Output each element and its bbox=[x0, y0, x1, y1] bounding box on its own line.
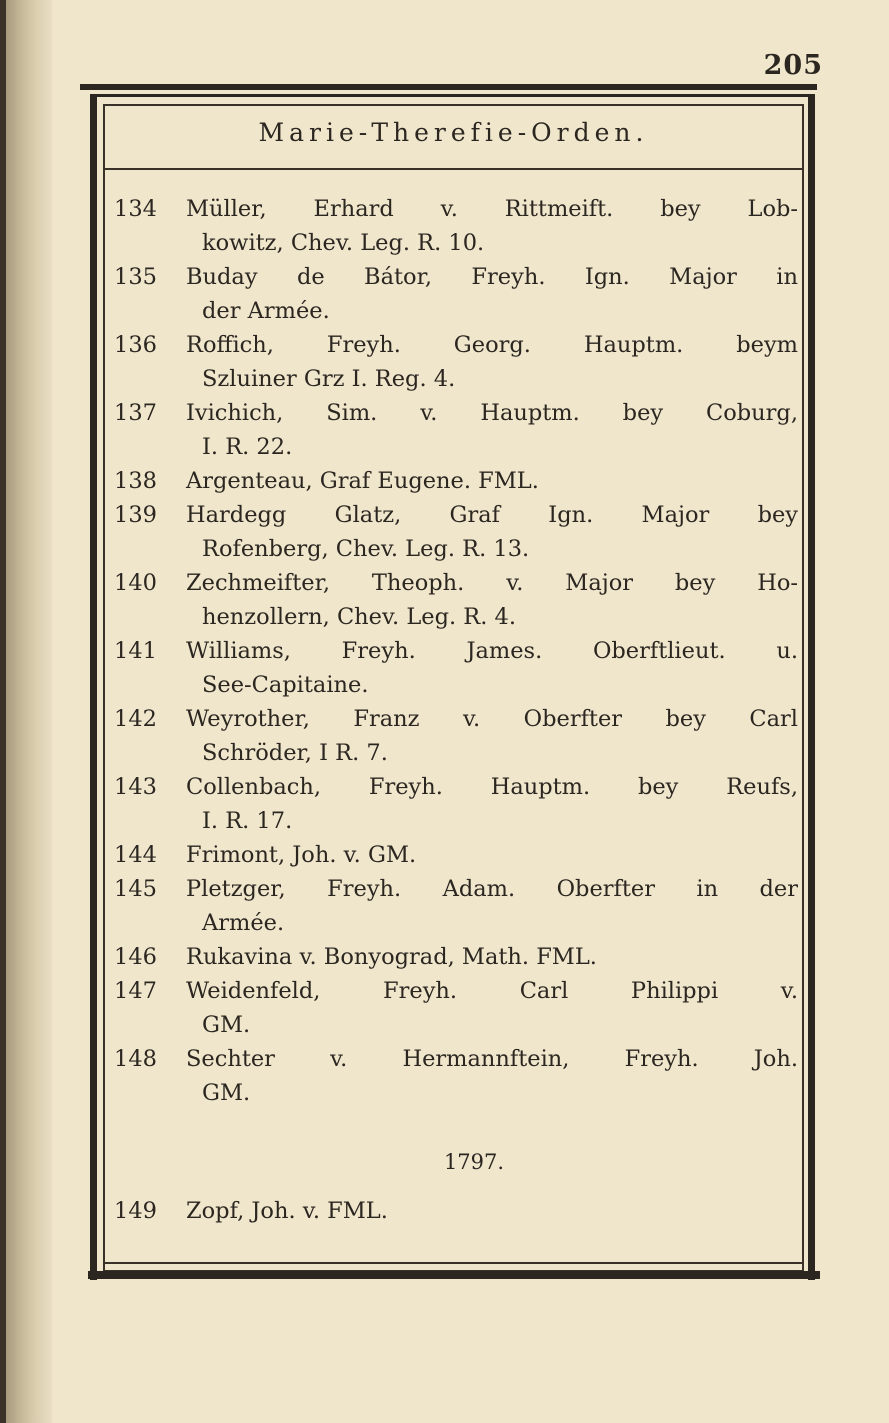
list-item bbox=[104, 940, 804, 974]
book-spine-shadow bbox=[0, 0, 52, 1423]
entry-number: 145 bbox=[114, 876, 157, 902]
entry-text: Rukavina v. Bonyograd, Math. FML. bbox=[186, 944, 597, 970]
list-item bbox=[104, 498, 804, 566]
list-item bbox=[104, 974, 804, 1042]
entry-number: 140 bbox=[114, 570, 157, 596]
entry-text-continuation: Armée. bbox=[202, 910, 285, 936]
entry-number: 148 bbox=[114, 1046, 157, 1072]
entry-number: 136 bbox=[114, 332, 157, 358]
entry-number: 149 bbox=[114, 1198, 157, 1224]
frame-bottom-rule bbox=[88, 1271, 820, 1279]
list-item bbox=[104, 396, 804, 464]
entry-number: 139 bbox=[114, 502, 157, 528]
heading-divider bbox=[105, 168, 802, 170]
year-heading: 1797. bbox=[443, 1150, 505, 1174]
frame-bottom-inner-rule bbox=[103, 1262, 804, 1264]
entry-text: Buday de Bátor, Freyh. Ign. Major in bbox=[186, 264, 798, 290]
entry-text-continuation: I. R. 17. bbox=[202, 808, 293, 834]
entry-text: Pletzger, Freyh. Adam. Oberfter in der bbox=[186, 876, 798, 902]
entry-text: Weyrother, Franz v. Oberfter bey Carl bbox=[186, 706, 798, 732]
entry-text-continuation: GM. bbox=[202, 1012, 251, 1038]
entry-number: 146 bbox=[114, 944, 157, 970]
entry-text: Collenbach, Freyh. Hauptm. bey Reufs, bbox=[186, 774, 798, 800]
list-item bbox=[104, 260, 804, 328]
entry-text-continuation: der Armée. bbox=[202, 298, 330, 324]
list-item bbox=[104, 464, 804, 498]
entry-text: Zopf, Joh. v. FML. bbox=[186, 1198, 388, 1224]
entry-number: 142 bbox=[114, 706, 157, 732]
page-heading: Marie-Therefie-Orden. bbox=[258, 118, 649, 147]
entry-number: 135 bbox=[114, 264, 157, 290]
list-item bbox=[104, 838, 804, 872]
entry-text-continuation: Szluiner Grz I. Reg. 4. bbox=[202, 366, 456, 392]
entry-text: Ivichich, Sim. v. Hauptm. bey Coburg, bbox=[186, 400, 798, 426]
list-item bbox=[104, 192, 804, 260]
entry-text: Roffich, Freyh. Georg. Hauptm. beym bbox=[186, 332, 798, 358]
entry-text-continuation: I. R. 22. bbox=[202, 434, 293, 460]
entry-text: Zechmeifter, Theoph. v. Major bey Ho- bbox=[186, 570, 798, 596]
entry-text: Frimont, Joh. v. GM. bbox=[186, 842, 417, 868]
entry-text: Hardegg Glatz, Graf Ign. Major bey bbox=[186, 502, 798, 528]
entry-number: 134 bbox=[114, 196, 157, 222]
list-item bbox=[104, 566, 804, 634]
page-number: 205 bbox=[763, 50, 823, 81]
entry-text: Williams, Freyh. James. Oberftlieut. u. bbox=[186, 638, 798, 664]
entry-number: 138 bbox=[114, 468, 157, 494]
list-item bbox=[104, 634, 804, 702]
entry-number: 143 bbox=[114, 774, 157, 800]
entry-number: 141 bbox=[114, 638, 157, 664]
list-item bbox=[104, 872, 804, 940]
entry-number: 144 bbox=[114, 842, 157, 868]
entry-number: 147 bbox=[114, 978, 157, 1004]
entry-text: Weidenfeld, Freyh. Carl Philippi v. bbox=[186, 978, 798, 1004]
list-item bbox=[104, 770, 804, 838]
entry-text-continuation: Rofenberg, Chev. Leg. R. 13. bbox=[202, 536, 530, 562]
entry-text: Argenteau, Graf Eugene. FML. bbox=[186, 468, 539, 494]
list-item bbox=[104, 1194, 804, 1228]
list-item bbox=[104, 702, 804, 770]
entry-list bbox=[104, 192, 804, 1110]
list-item bbox=[104, 1042, 804, 1110]
book-spine-edge bbox=[0, 0, 6, 1423]
entry-text-continuation: Schröder, I R. 7. bbox=[202, 740, 388, 766]
entry-text-continuation: kowitz, Chev. Leg. R. 10. bbox=[202, 230, 485, 256]
entry-text-continuation: GM. bbox=[202, 1080, 251, 1106]
entry-text-continuation: henzollern, Chev. Leg. R. 4. bbox=[202, 604, 517, 630]
entry-text-continuation: See-Capitaine. bbox=[202, 672, 369, 698]
list-item bbox=[104, 328, 804, 396]
frame-top-rule bbox=[80, 84, 817, 90]
entry-number: 137 bbox=[114, 400, 157, 426]
entry-text: Sechter v. Hermannftein, Freyh. Joh. bbox=[186, 1046, 798, 1072]
entry-text: Müller, Erhard v. Rittmeift. bey Lob- bbox=[186, 196, 798, 222]
